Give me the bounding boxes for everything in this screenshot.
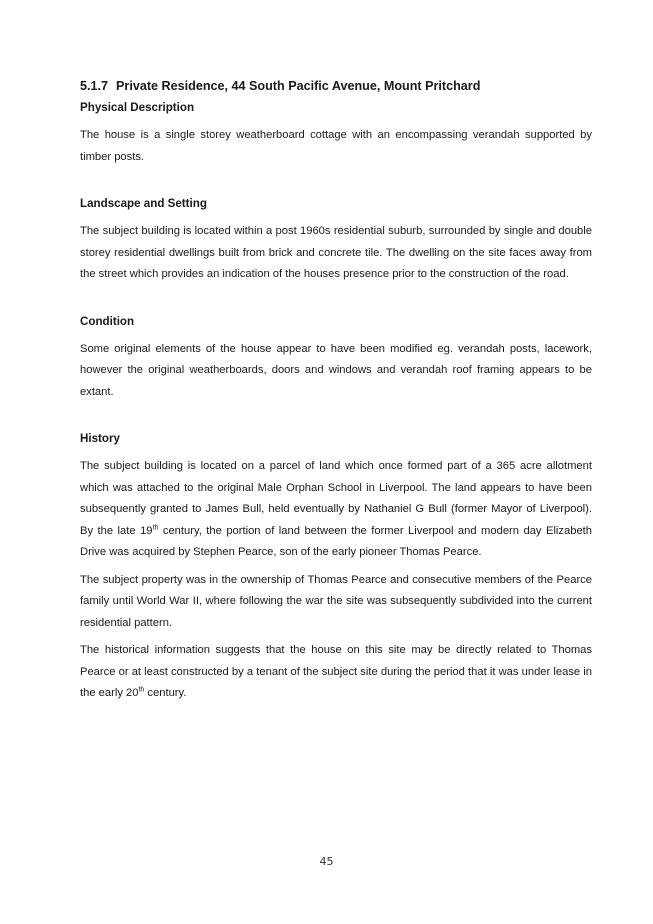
condition-text: Some original elements of the house appear to have been modified eg. verandah posts, lacework, however the original weatherboards, doors and windows and verandah roof framing appears to be extant. [80,342,592,398]
document-page [80,78,592,705]
history-heading: History [80,432,120,445]
history-paragraph-2: The subject property was in the ownership of Thomas Pearce and consecutive members of the Pearce family until World War II, where following the war the site was subsequently subdivided into the current residential pattern. [80,573,592,629]
landscape-heading: Landscape and Setting [80,197,207,210]
physical-description-heading: Physical Description [80,101,195,114]
page-number: 45 [319,855,334,868]
landscape-text: The subject building is located within a post 1960s residential suburb, surrounded by single and double storey residential dwellings built from brick and concrete tile. The dwelling on the site faces away from the street which provides an indication of the houses presence prior to the construction of the road. [80,225,592,280]
condition-heading: Condition [80,314,135,328]
section-heading [80,78,592,95]
history-paragraph-3: The historical information suggests that the house on this site may be directly related to Thomas Pearce or at least constructed by a tenant of the subject site during the period that it was under lease in the early 20th century. [80,644,592,699]
physical-description-text: The house is a single storey weatherboard cottage with an encompassing verandah supported by timber posts. [80,129,592,163]
section-number: 5.1.7 [80,79,109,93]
section-title: Private Residence, 44 South Pacific Avenue, Mount Pritchard [116,79,481,93]
history-paragraph-1: The subject building is located on a parcel of land which once formed part of a 365 acre allotment which was attached to the original Male Orphan School in Liverpool. The land appears to have been subsequently granted to James Bull, held eventually by Nathaniel G Bull (former Mayor of Liverpool). By the late 19th century, the portion of land between the former Liverpool and modern day Elizabeth Drive was acquired by Stephen Pearce, son of the early pioneer Thomas Pearce. [80,460,593,558]
